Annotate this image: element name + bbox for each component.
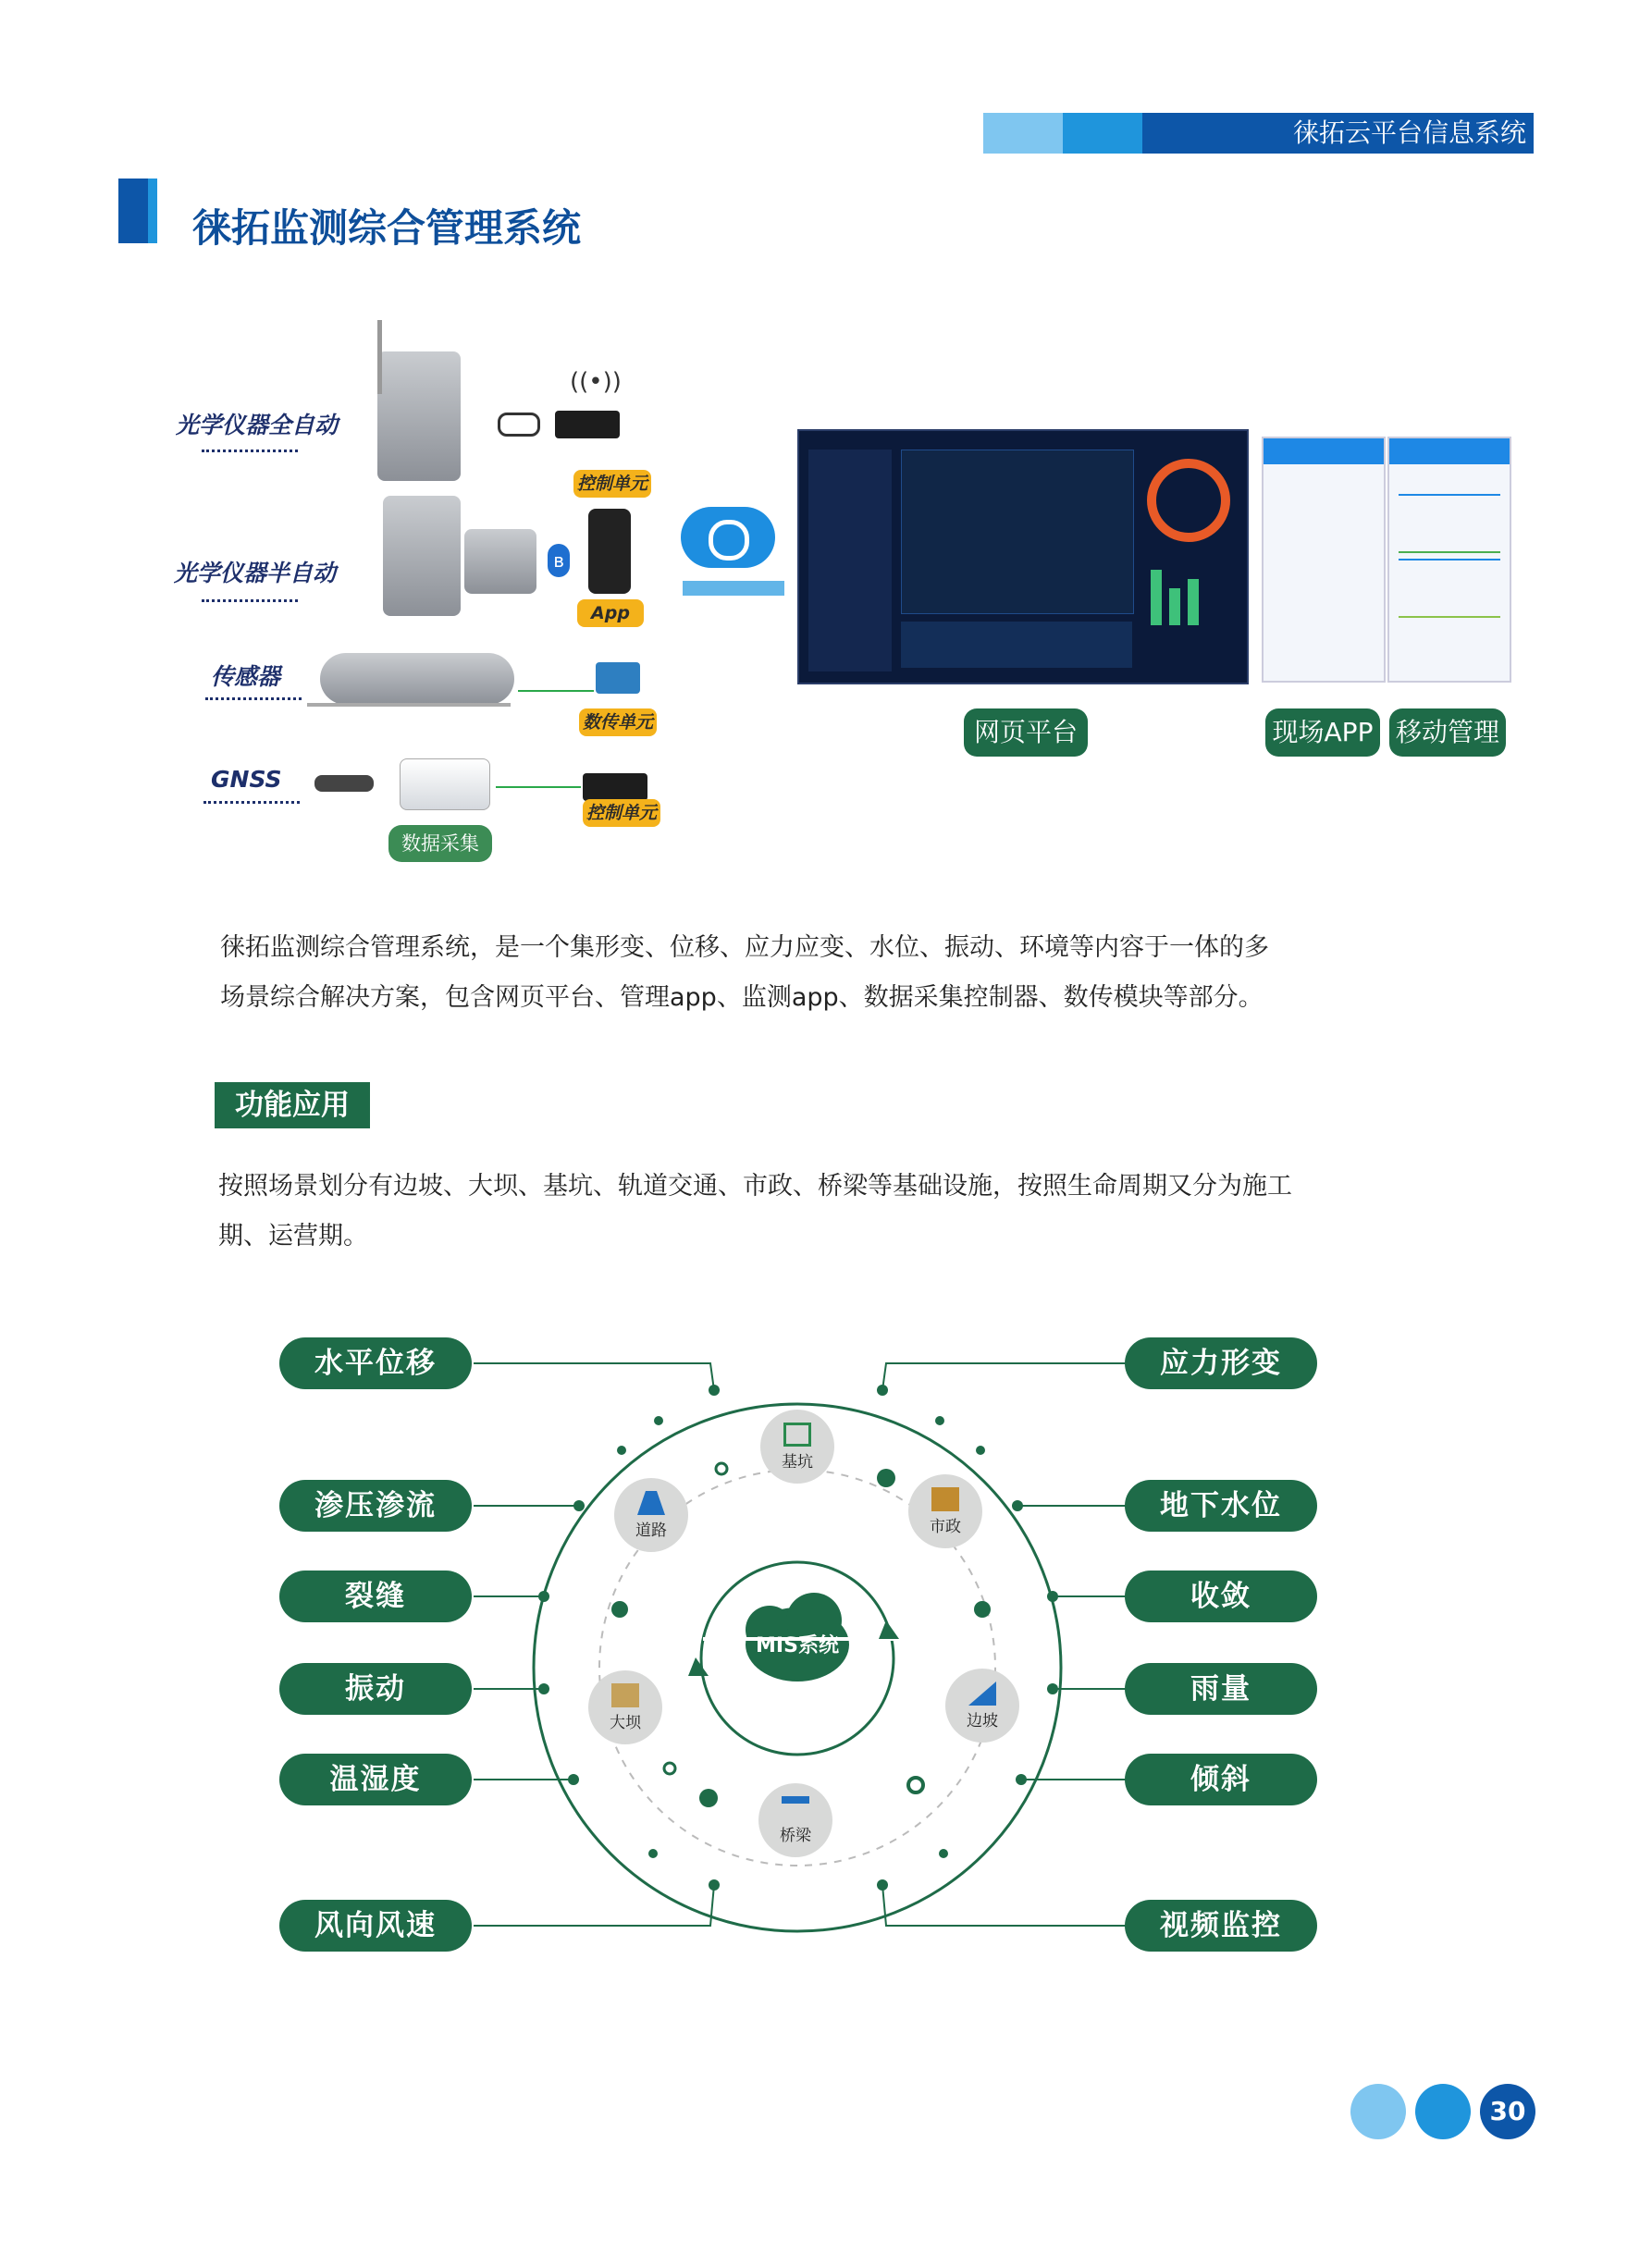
node-foundation-pit xyxy=(760,1410,834,1484)
link-arrow xyxy=(518,690,594,692)
bridge-icon xyxy=(782,1796,809,1820)
node-label: 基坑 xyxy=(782,1453,813,1472)
slope-icon xyxy=(968,1682,996,1706)
data-collect-tag: 数据采集 xyxy=(388,825,492,862)
app-tag: App xyxy=(577,599,644,627)
row-label-optical-semi: 光学仪器半自动 xyxy=(174,560,337,586)
feature-tilt: 倾斜 xyxy=(1125,1754,1317,1805)
phone-image xyxy=(588,509,631,594)
node-bridge xyxy=(758,1783,832,1857)
feature-temp-humidity: 温湿度 xyxy=(279,1754,472,1805)
node-label: 桥梁 xyxy=(780,1827,811,1845)
feature-horizontal-displacement: 水平位移 xyxy=(279,1337,472,1389)
node-label: 市政 xyxy=(930,1518,961,1536)
node-municipal xyxy=(908,1474,982,1548)
feature-vibration: 振动 xyxy=(279,1663,472,1715)
section-line-2: 期、运营期。 xyxy=(218,1222,368,1250)
label-underline xyxy=(202,450,298,452)
web-platform-screenshot xyxy=(797,429,1249,684)
feature-wind: 风向风速 xyxy=(279,1900,472,1952)
dtu-image xyxy=(596,662,640,694)
node-label: 边坡 xyxy=(967,1712,998,1731)
level-instrument-image xyxy=(464,529,536,594)
page-dot-mid xyxy=(1415,2084,1471,2139)
section-line-1: 按照场景划分有边坡、大坝、基坑、轨道交通、市政、桥梁等基础设施，按照生命周期又分为施工 xyxy=(218,1172,1292,1201)
row-label-optical-auto: 光学仪器全自动 xyxy=(176,412,339,438)
page-number: 30 xyxy=(1480,2084,1535,2139)
node-dam xyxy=(588,1670,662,1744)
label-underline xyxy=(202,599,298,602)
center-system-label: MIS系统 xyxy=(756,1634,839,1657)
control-unit-tag: 控制单元 xyxy=(583,799,660,827)
feature-seepage: 渗压渗流 xyxy=(279,1480,472,1532)
header-accent-mid xyxy=(1063,113,1142,154)
web-platform-button[interactable]: 网页平台 xyxy=(964,708,1088,757)
bluetooth-icon: ʙ xyxy=(548,544,570,577)
dtu-tag: 数传单元 xyxy=(579,708,657,736)
row-label-sensor: 传感器 xyxy=(211,663,281,690)
wifi-signal-icon: ((•)) xyxy=(570,368,622,396)
header-banner xyxy=(1142,113,1534,154)
gnss-receiver-image xyxy=(400,758,490,810)
feature-stress-deformation: 应力形变 xyxy=(1125,1337,1317,1389)
controller-box-image xyxy=(583,773,647,801)
control-unit-tag: 控制单元 xyxy=(573,470,651,498)
sensor-wire xyxy=(307,703,511,707)
node-label: 道路 xyxy=(635,1521,667,1540)
mobile-management-button[interactable]: 移动管理 xyxy=(1389,708,1506,757)
label-underline xyxy=(203,801,300,804)
feature-groundwater: 地下水位 xyxy=(1125,1480,1317,1532)
usb-cable-image xyxy=(498,413,540,437)
label-underline xyxy=(205,697,302,700)
field-app-button[interactable]: 现场APP xyxy=(1265,708,1380,757)
sensor-image xyxy=(320,653,514,705)
intro-line-2: 场景综合解决方案，包含网页平台、管理app、监测app、数据采集控制器、数传模块等部分。 xyxy=(220,983,1264,1012)
dam-icon xyxy=(611,1683,639,1707)
page-title: 徕拓监测综合管理系统 xyxy=(192,205,582,251)
road-icon xyxy=(637,1491,665,1515)
title-marker-accent xyxy=(148,179,157,243)
controller-box-image xyxy=(555,411,620,438)
header-system-name: 徕拓云平台信息系统 xyxy=(1292,117,1526,148)
intro-line-1: 徕拓监测综合管理系统，是一个集形变、位移、应力应变、水位、振动、环境等内容于一体的多 xyxy=(220,933,1269,962)
row-label-gnss: GNSS xyxy=(211,766,282,793)
foundation-pit-icon xyxy=(783,1423,811,1447)
page-dot-light xyxy=(1350,2084,1406,2139)
header-accent-light xyxy=(983,113,1063,154)
feature-rainfall: 雨量 xyxy=(1125,1663,1317,1715)
antenna xyxy=(377,320,382,394)
municipal-building-icon xyxy=(931,1487,959,1511)
feature-convergence: 收敛 xyxy=(1125,1571,1317,1622)
node-road xyxy=(614,1478,688,1552)
mobile-management-screenshot xyxy=(1387,437,1511,683)
feature-crack: 裂缝 xyxy=(279,1571,472,1622)
node-slope xyxy=(945,1669,1019,1743)
gnss-antenna-image xyxy=(314,775,374,792)
node-label: 大坝 xyxy=(610,1714,641,1732)
sync-arrows xyxy=(709,520,749,560)
link-arrow xyxy=(496,786,581,788)
bidirectional-arrow xyxy=(683,581,784,596)
total-station-semi-image xyxy=(383,496,461,616)
total-station-image xyxy=(377,351,461,481)
feature-video: 视频监控 xyxy=(1125,1900,1317,1952)
section-heading: 功能应用 xyxy=(215,1082,370,1128)
field-app-screenshot xyxy=(1262,437,1386,683)
